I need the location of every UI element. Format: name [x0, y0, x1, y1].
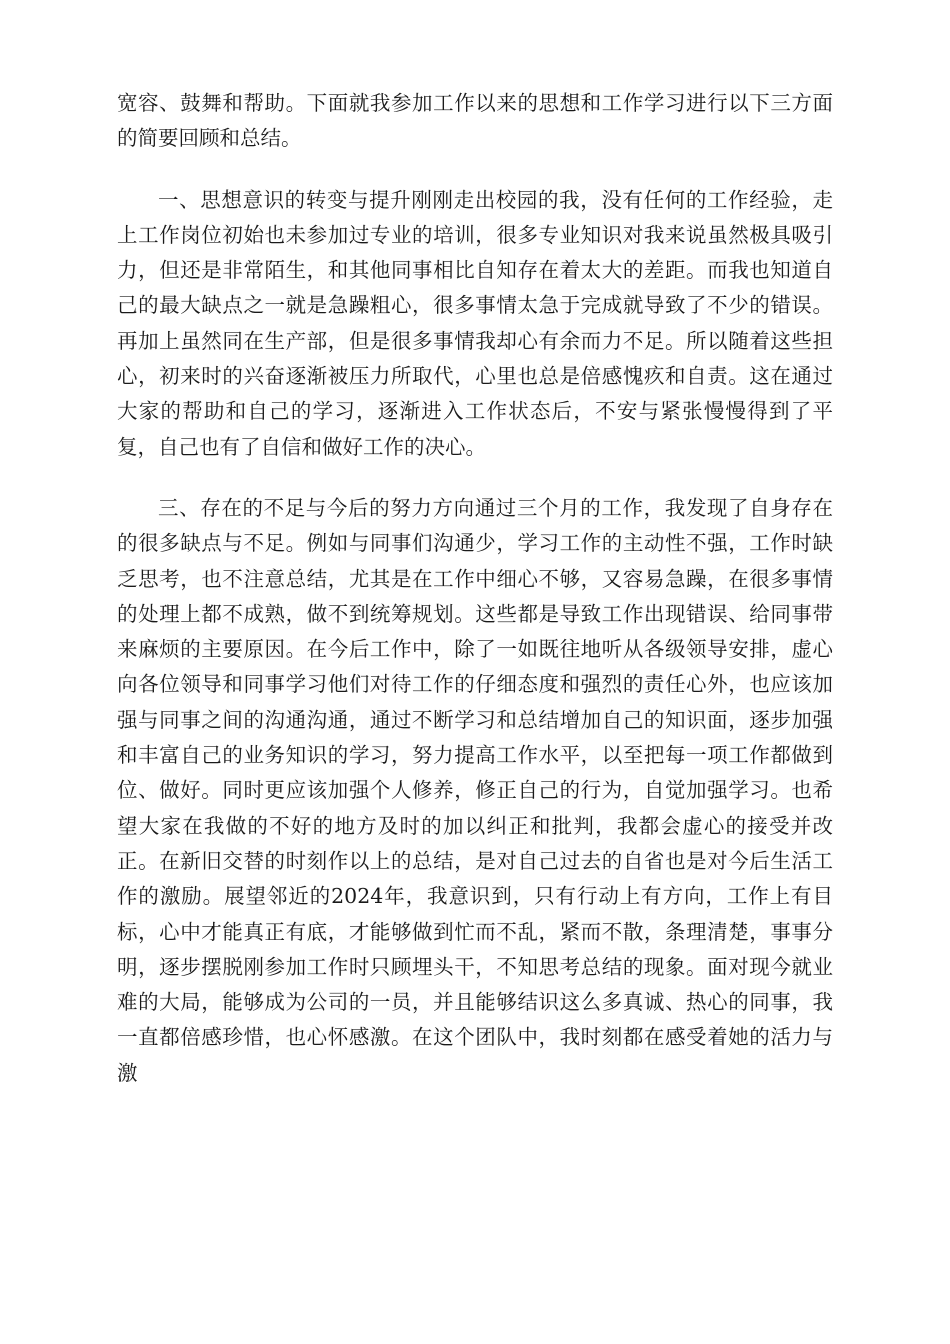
paragraph-section-three: 三、存在的不足与今后的努力方向通过三个月的工作，我发现了自身存在的很多缺点与不足。例如与同事们沟通少，学习工作的主动性不强，工作时缺乏思考，也不注意总结，尤其是在工作中细心不够，又容易急躁，在很多事情的处理上都不成熟，做不到统筹规划。这些都是导致工作出现错误、给同事带来麻烦的主要原因。在今后工作中，除了一如既往地听从各级领导安排，虚心向各位领导和同事学习他们对待工作的仔细态度和强烈的责任心外，也应该加强与同事之间的沟通沟通，通过不断学习和总结增加自己的知识面，逐步加强和丰富自己的业务知识的学习，努力提高工作水平，以至把每一项工作都做到位、做好。同时更应该加强个人修养，修正自己的行为，自觉加强学习。也希望大家在我做的不好的地方及时的加以纠正和批判，我都会虚心的接受并改正。在新旧交替的时刻作以上的总结，是对自己过去的自省也是对今后生活工作的激励。展望邻近的2024年，我意识到，只有行动上有方向，工作上有目标，心中才能真正有底，才能够做到忙而不乱，紧而不散，条理清楚，事事分明，逐步摆脱刚参加工作时只顾埋头干，不知思考总结的现象。面对现今就业难的大局，能够成为公司的一员，并且能够结识这么多真诚、热心的同事，我一直都倍感珍惜，也心怀感激。在这个团队中，我时刻都在感受着她的活力与激: [117, 495, 833, 1085]
paragraph-intro-continued: 宽容、鼓舞和帮助。下面就我参加工作以来的思想和工作学习进行以下三方面的简要回顾和总结。: [117, 91, 833, 151]
paragraph-section-one: 一、思想意识的转变与提升刚刚走出校园的我，没有任何的工作经验，走上工作岗位初始也未参加过专业的培训，很多专业知识对我来说虽然极具吸引力，但还是非常陌生，和其他同事相比自知存在着太大的差距。而我也知道自己的最大缺点之一就是急躁粗心，很多事情太急于完成就导致了不少的错误。再加上虽然同在生产部，但是很多事情我却心有余而力不足。所以随着这些担心，初来时的兴奋逐渐被压力所取代，心里也总是倍感愧疚和自责。这在通过大家的帮助和自己的学习，逐渐进入工作状态后，不安与紧张慢慢得到了平复，自己也有了自信和做好工作的决心。: [117, 187, 833, 459]
document-body: [117, 86, 833, 1091]
